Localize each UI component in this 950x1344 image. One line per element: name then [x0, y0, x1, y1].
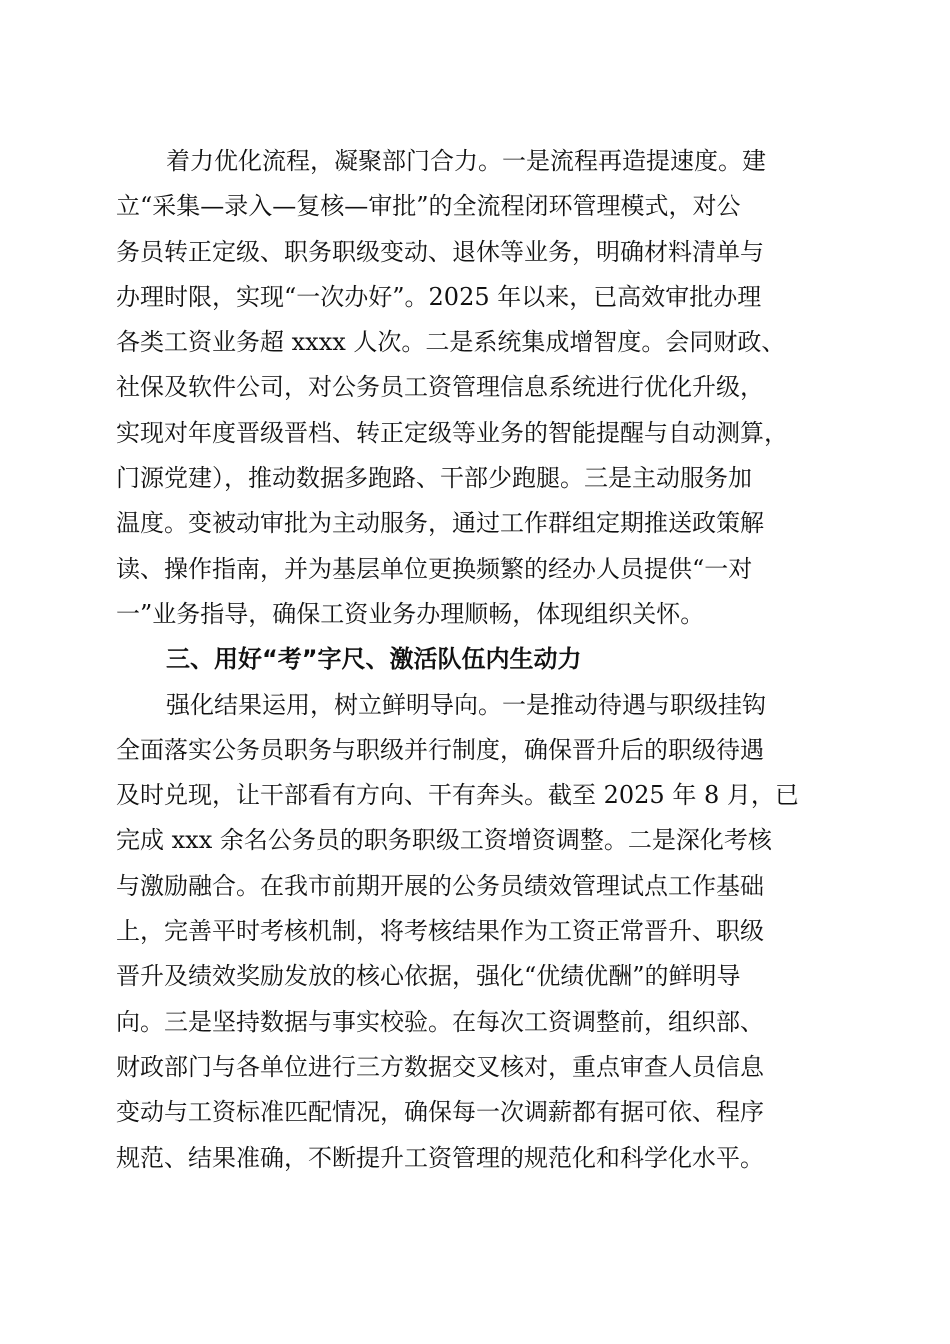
paragraph-line: 实现对年度晋级晋档、转正定级等业务的智能提醒与自动测算， [116, 418, 788, 447]
paragraph-line: 及时兑现，让干部看有方向、干有奔头。截至 2025 年 8 月，已 [116, 781, 799, 810]
paragraph-line: 变动与工资标准匹配情况，确保每一次调薪都有据可依、程序 [116, 1098, 764, 1127]
paragraph-line: 上，完善平时考核机制，将考核结果作为工资正常晋升、职级 [116, 917, 764, 946]
paragraph-process-optimization [116, 139, 836, 637]
paragraph-result-application [116, 683, 836, 1181]
paragraph-line: 务员转正定级、职务职级变动、退休等业务，明确材料清单与 [116, 237, 764, 266]
paragraph-line: 完成 xxx 余名公务员的职务职级工资增资调整。二是深化考核 [116, 826, 772, 855]
paragraph-line: 社保及软件公司，对公务员工资管理信息系统进行优化升级， [116, 373, 764, 402]
paragraph-line: 立“采集—录入—复核—审批”的全流程闭环管理模式，对公 [116, 192, 741, 221]
paragraph-line: 各类工资业务超 xxxx 人次。二是系统集成增智度。会同财政、 [116, 328, 786, 357]
paragraph-line: 强化结果运用，树立鲜明导向。一是推动待遇与职级挂钩 [166, 690, 766, 719]
paragraph-line: 财政部门与各单位进行三方数据交叉核对，重点审查人员信息 [116, 1052, 764, 1081]
paragraph-line: 门源党建），推动数据多跑路、干部少跑腿。三是主动服务加 [116, 464, 752, 493]
paragraph-line: 向。三是坚持数据与事实校验。在每次工资调整前，组织部、 [116, 1007, 764, 1036]
section-heading-3: 三、用好“考”字尺、激活队伍内生动力 [166, 645, 582, 674]
paragraph-line: 着力优化流程，凝聚部门合力。一是流程再造提速度。建 [166, 147, 766, 175]
paragraph-line: 全面落实公务员职务与职级并行制度，确保晋升后的职级待遇 [116, 735, 764, 764]
paragraph-line: 规范、结果准确，不断提升工资管理的规范化和科学化水平。 [116, 1143, 764, 1172]
paragraph-line: 读、操作指南，并为基层单位更换频繁的经办人员提供“一对 [116, 554, 753, 583]
paragraph-line: 办理时限，实现“一次办好”。2025 年以来，已高效审批办理 [116, 282, 762, 311]
document-body [116, 139, 836, 1181]
paragraph-line: 一”业务指导，确保工资业务办理顺畅，体现组织关怀。 [116, 599, 705, 628]
paragraph-line: 与激励融合。在我市前期开展的公务员绩效管理试点工作基础 [116, 871, 764, 900]
paragraph-line: 晋升及绩效奖励发放的核心依据，强化“优绩优酬”的鲜明导 [116, 962, 741, 991]
paragraph-line: 温度。变被动审批为主动服务，通过工作群组定期推送政策解 [116, 509, 764, 538]
